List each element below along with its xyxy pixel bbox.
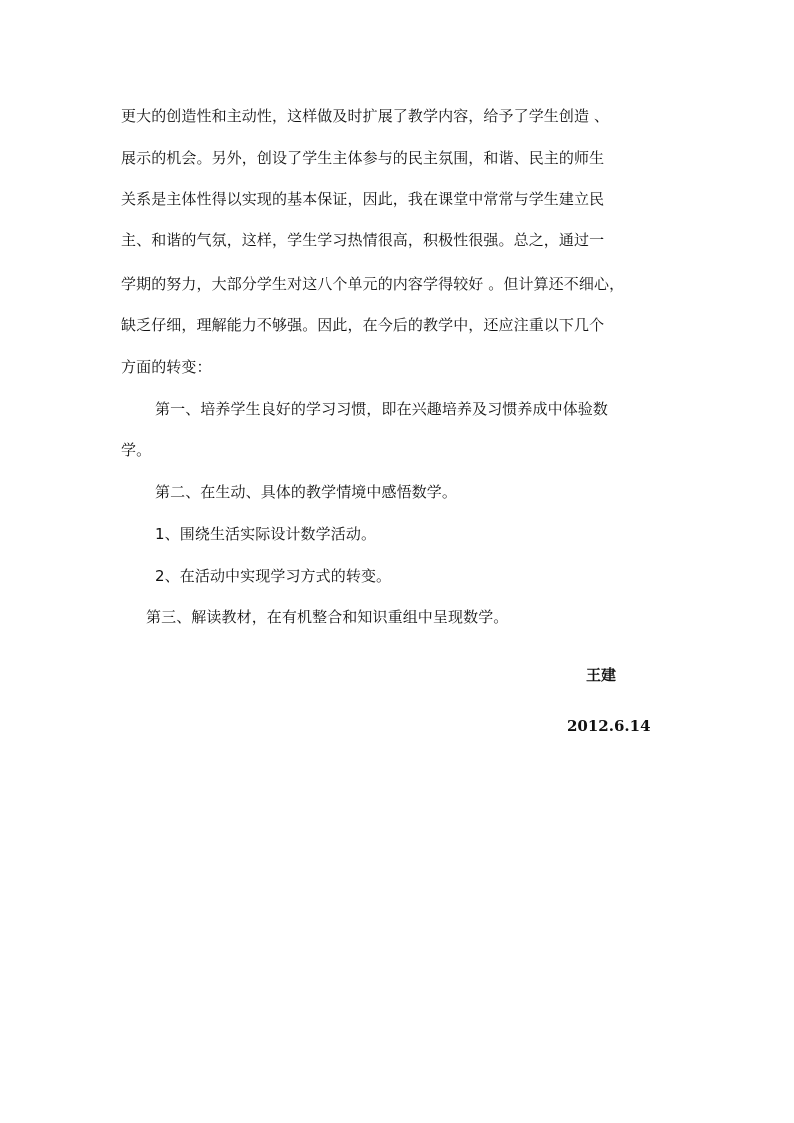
sub-item-1: 1、围绕生活实际设计数学活动。 <box>155 525 377 543</box>
point-one-continuation: 学。 <box>121 441 152 459</box>
body-text-line: 方面的转变： <box>121 358 212 376</box>
author-signature: 王建 <box>586 666 617 684</box>
body-text-line: 主、和谐的气氛，这样，学生学习热情很高，积极性很强。总之，通过一 <box>121 231 605 249</box>
body-text-line: 学期的努力，大部分学生对这八个单元的内容学得较好 。但计算还不细心， <box>121 275 625 293</box>
body-text-line: 更大的创造性和主动性，这样做及时扩展了教学内容，给予了学生创造 、 <box>121 107 610 125</box>
point-one-text: 第一、培养学生良好的学习习惯，即在兴趣培养及习惯养成中体验数 <box>155 400 609 418</box>
body-text-line: 缺乏仔细，理解能力不够强。因此，在今后的教学中，还应注重以下几个 <box>121 316 605 334</box>
point-two-text: 第二、在生动、具体的教学情境中感悟数学。 <box>155 483 458 501</box>
body-text-line: 展示的机会。另外，创设了学生主体参与的民主氛围，和谐、民主的师生 <box>121 149 605 167</box>
point-three-text: 第三、解读教材，在有机整合和知识重组中呈现数学。 <box>146 608 509 626</box>
document-date: 2012.6.14 <box>567 717 651 735</box>
sub-item-2: 2、在活动中实现学习方式的转变。 <box>155 567 392 585</box>
body-text-line: 关系是主体性得以实现的基本保证，因此，我在课堂中常常与学生建立民 <box>121 190 605 208</box>
